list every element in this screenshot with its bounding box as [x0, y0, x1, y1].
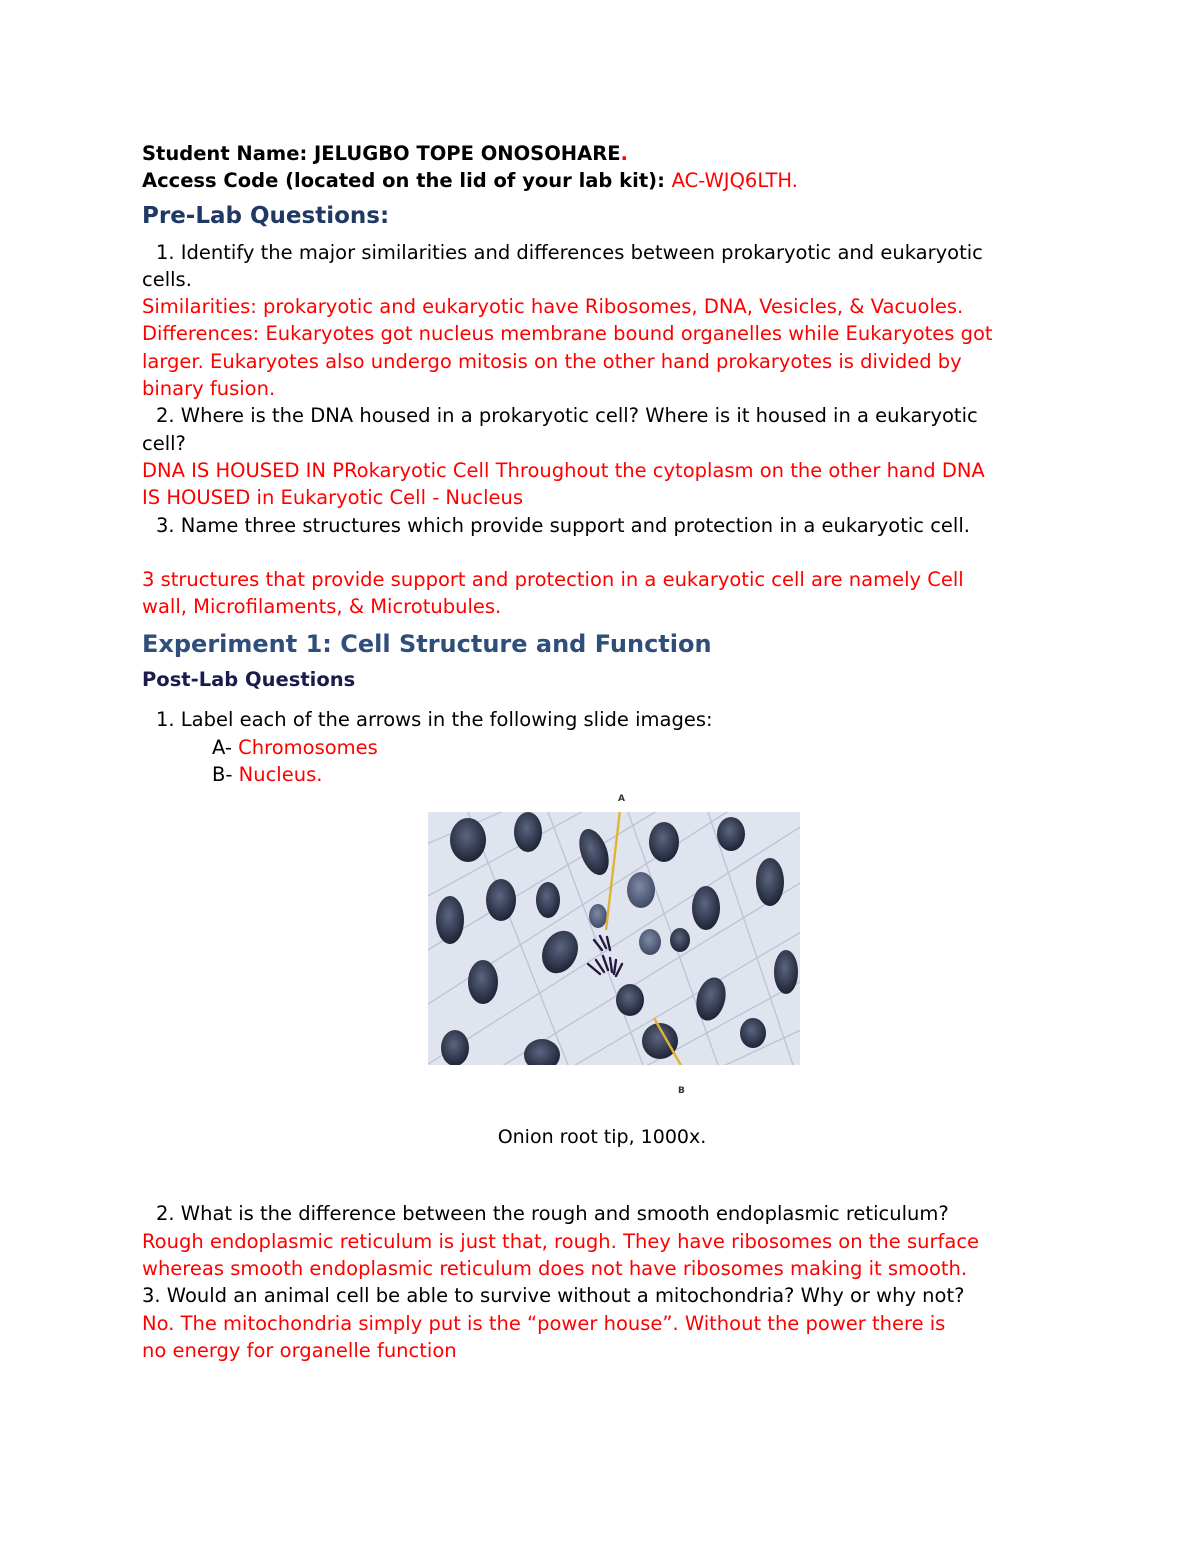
prelab-answer-1: Differences: Eukaryotes got nucleus membrane bound organelles while Eukaryotes got [142, 322, 993, 346]
onion-root-tip-figure [428, 794, 848, 1134]
micrograph-image [428, 812, 800, 1065]
prelab-answer-2: IS HOUSED in Eukaryotic Cell - Nucleus [142, 486, 524, 510]
prelab-question-1-cont: cells. [142, 267, 192, 291]
experiment-heading: Experiment 1: Cell Structure and Function [142, 630, 712, 659]
student-name-value: JELUGBO TOPE ONOSOHARE [314, 142, 621, 165]
prelab-answer-2: DNA IS HOUSED IN PRokaryotic Cell Throughout the cytoplasm on the other hand DNA [142, 458, 985, 482]
label-a-answer: Chromosomes [238, 735, 378, 759]
postlab-answer-3: No. The mitochondria simply put is the “power house”. Without the power there is [142, 1311, 946, 1335]
figure-caption: Onion root tip, 1000x. [497, 1126, 707, 1149]
student-name-label: Student Name [142, 142, 300, 165]
figure-label-b: B [678, 1086, 685, 1097]
prelab-question-3: 3. Name three structures which provide support and protection in a eukaryotic cell. [156, 513, 970, 537]
access-code-value: AC-WJQ6LTH [671, 169, 792, 193]
label-b-line [142, 761, 1062, 788]
postlab-answer-2: whereas smooth endoplasmic reticulum does not have ribosomes making it smooth. [142, 1256, 968, 1280]
prelab-question-2: 2. Where is the DNA housed in a prokaryotic cell? Where is it housed in a eukaryotic [156, 404, 978, 428]
prelab-question-2-cont: cell? [142, 431, 186, 455]
prelab-question-1: 1. Identify the major similarities and differences between prokaryotic and eukaryotic [156, 240, 983, 264]
student-name-line: Student Name: JELUGBO TOPE ONOSOHARE. [142, 142, 628, 165]
prelab-heading: Pre-Lab Questions: [142, 202, 390, 229]
prelab-answer-1: Similarities: prokaryotic and eukaryotic have Ribosomes, DNA, Vesicles, & Vacuoles. [142, 295, 964, 319]
postlab-heading: Post-Lab Questions [142, 668, 356, 692]
label-a-line [142, 734, 1062, 761]
label-a: A- [212, 735, 232, 759]
prelab-answer-3: wall, Microfilaments, & Microtubules. [142, 595, 502, 619]
lab-report [142, 140, 1062, 1364]
figure-label-a: A [618, 794, 625, 805]
label-b: B- [212, 763, 233, 787]
postlab-question-3: 3. Would an animal cell be able to survive without a mitochondria? Why or why not? [142, 1284, 965, 1308]
prelab-answer-1: binary fusion. [142, 377, 276, 401]
access-code-line: Access Code (located on the lid of your lab kit): AC-WJQ6LTH. [142, 169, 798, 193]
postlab-answer-3: no energy for organelle function [142, 1338, 457, 1362]
access-code-label: Access Code (located on the lid of your lab kit) [142, 169, 658, 193]
prelab-answer-3: 3 structures that provide support and protection in a eukaryotic cell are namely Cell [142, 567, 964, 591]
postlab-question-2: 2. What is the difference between the rough and smooth endoplasmic reticulum? [156, 1202, 949, 1226]
label-b-answer: Nucleus. [238, 763, 323, 787]
postlab-answer-2: Rough endoplasmic reticulum is just that, rough. They have ribosomes on the surface [142, 1229, 980, 1253]
postlab-question-1: 1. Label each of the arrows in the following slide images: [156, 708, 713, 732]
prelab-answer-1: larger. Eukaryotes also undergo mitosis on the other hand prokaryotes is divided by [142, 349, 962, 373]
